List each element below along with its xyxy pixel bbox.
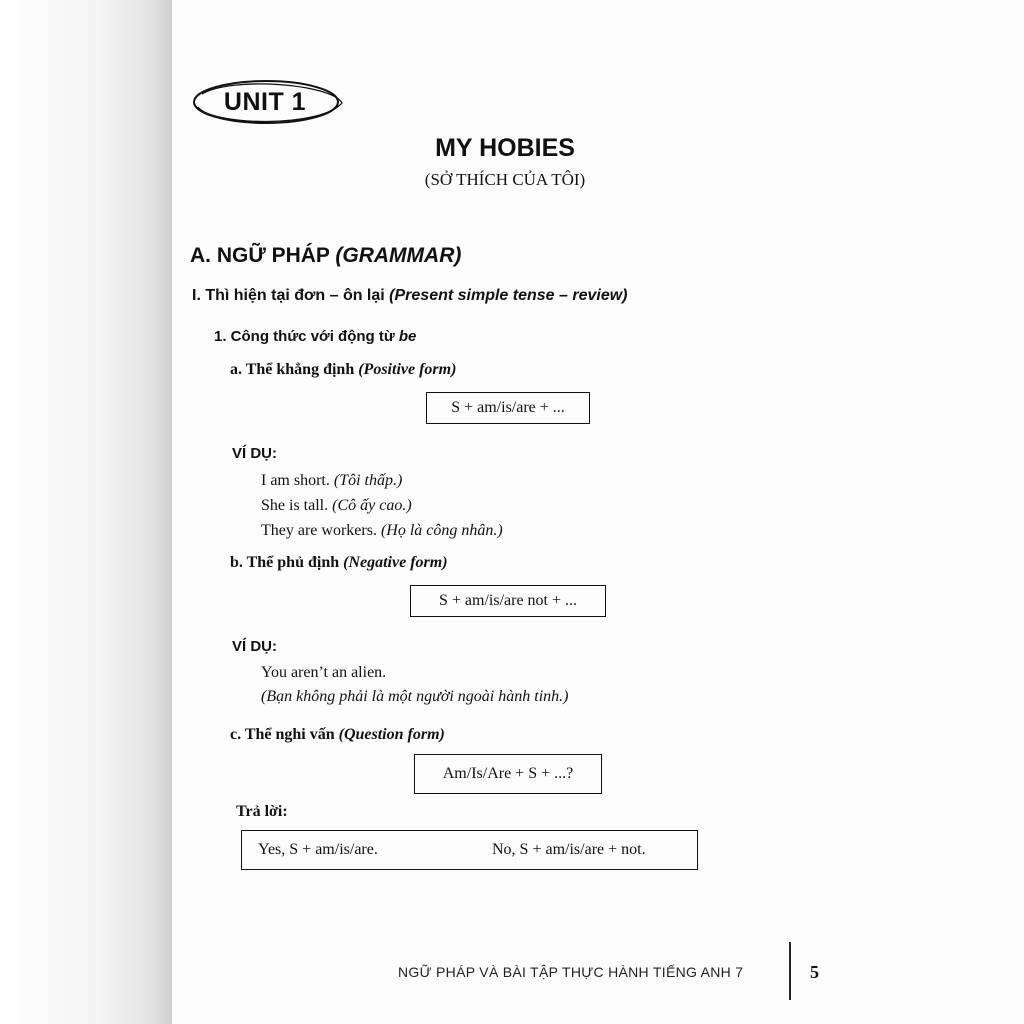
question-form-label: c. Thể nghi vấn	[230, 726, 339, 743]
question-form-label-en: (Question form)	[338, 726, 445, 743]
be-formula-italic: be	[398, 328, 417, 345]
section-grammar-heading	[190, 244, 461, 268]
positive-formula-box: S + am/is/are + ...	[426, 392, 590, 424]
negative-example-en: You aren’t an alien.	[261, 664, 387, 681]
be-formula-prefix: 1. Công thức với động từ	[214, 328, 399, 345]
present-simple-italic: (Present simple tense – review)	[389, 287, 628, 304]
negative-example-heading: VÍ DỤ:	[232, 638, 277, 655]
negative-form-label: b. Thể phủ định	[230, 554, 344, 571]
unit-badge	[192, 78, 348, 126]
positive-form-label: a. Thể khẳng định	[230, 361, 359, 378]
be-formula-heading	[214, 328, 416, 345]
positive-example-2	[261, 497, 412, 515]
question-form-heading	[230, 726, 445, 744]
question-formula-box: Am/Is/Are + S + ...?	[414, 754, 602, 794]
positive-example-1	[261, 472, 402, 490]
answer-heading: Trả lời:	[236, 803, 288, 820]
positive-example-3	[261, 522, 503, 540]
positive-form-heading	[230, 361, 456, 379]
answer-box	[241, 830, 698, 870]
page-subtitle: (SỞ THÍCH CỦA TÔI)	[424, 170, 586, 189]
positive-form-label-en: (Positive form)	[358, 361, 457, 378]
page-number: 5	[810, 962, 819, 982]
footer-divider	[789, 942, 791, 1000]
answer-no: No, S + am/is/are + not.	[492, 841, 646, 858]
positive-example-2-en: She is tall.	[261, 497, 333, 514]
section-grammar-italic: (GRAMMAR)	[335, 244, 462, 267]
section-grammar-prefix: A. NGỮ PHÁP	[190, 244, 336, 267]
negative-form-heading	[230, 554, 448, 572]
positive-example-heading: VÍ DỤ:	[232, 445, 277, 462]
positive-example-1-vi: (Tôi thấp.)	[333, 472, 403, 489]
answer-yes: Yes, S + am/is/are.	[258, 841, 378, 858]
negative-formula-box: S + am/is/are not + ...	[410, 585, 606, 617]
negative-form-label-en: (Negative form)	[343, 554, 448, 571]
unit-label: UNIT 1	[223, 88, 307, 116]
footer-book-title: NGỮ PHÁP VÀ BÀI TẬP THỰC HÀNH TIẾNG ANH 7	[398, 964, 744, 980]
present-simple-prefix: I. Thì hiện tại đơn – ôn lại	[192, 287, 390, 304]
negative-example-vi: (Bạn không phải là một người ngoài hành tinh.)	[261, 688, 569, 705]
present-simple-heading	[192, 287, 628, 305]
page-gutter-shadow	[0, 0, 172, 1024]
positive-example-1-en: I am short.	[261, 472, 334, 489]
positive-example-3-vi: (Họ là công nhân.)	[380, 522, 503, 539]
page-title: MY HOBIES	[435, 134, 575, 162]
positive-example-2-vi: (Cô ấy cao.)	[332, 497, 412, 514]
positive-example-3-en: They are workers.	[261, 522, 381, 539]
